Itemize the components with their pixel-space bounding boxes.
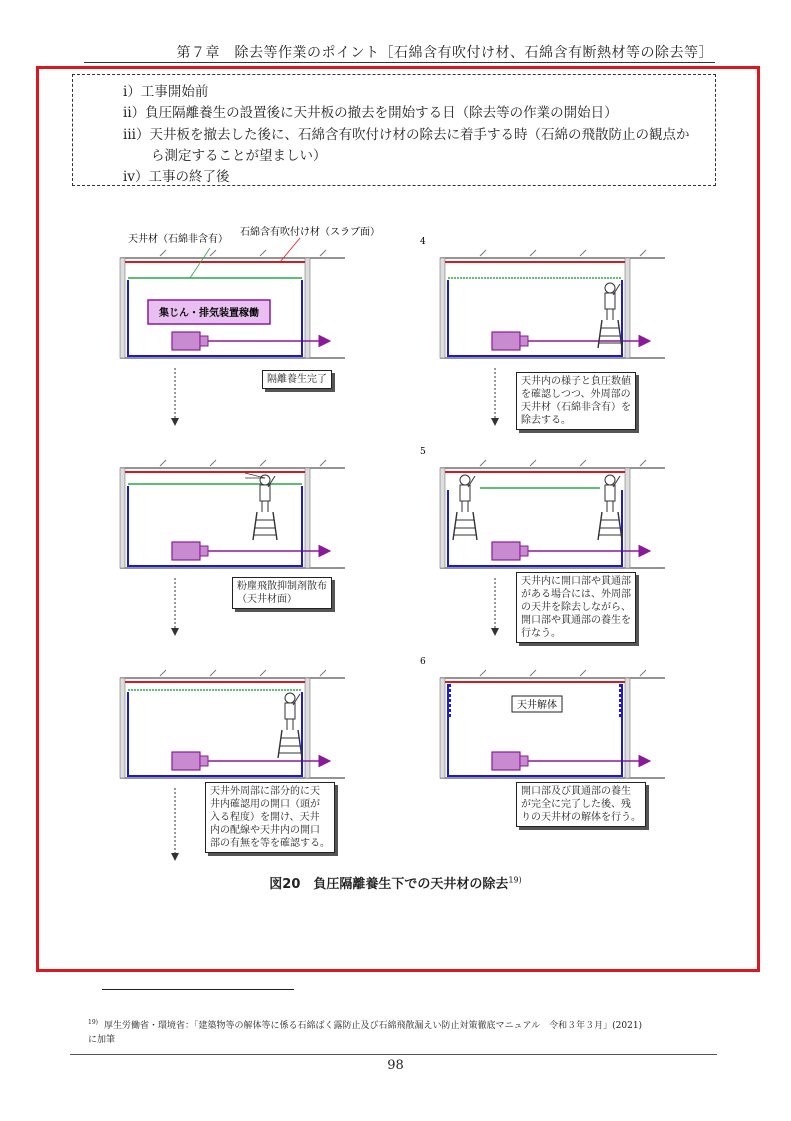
footnote-rule: [102, 989, 294, 990]
footnote-marker: 19): [88, 1019, 98, 1026]
ceiling-removal-diagram: [110, 208, 670, 868]
machine-label: 集じん・排気装置稼働: [159, 308, 259, 319]
caption-reference[interactable]: 19): [508, 875, 522, 885]
panel-number: 6: [420, 657, 426, 667]
ceiling-label: 天井材（石綿非含有）: [128, 234, 228, 245]
step-note: 天井内の様子と負圧数値 を確認しつつ、外周部の 天井材（石綿非含有）を 除去する。: [516, 372, 636, 430]
figure-caption: 図20 負圧隔離養生下での天井材の除去$^{19)}$: [269, 875, 522, 892]
header-rule: [84, 62, 715, 63]
panel-number: 5: [420, 447, 426, 457]
step-note: 天井外周部に部分的に天 井内確認用の開口（頭が 入る程度）を開け、天井 内の配線や天井内の開口 部の有無を等を確認する。: [205, 782, 335, 853]
step-item: ⅳ）工事の終了後: [123, 169, 230, 185]
measurement-steps-box: [72, 74, 716, 186]
step-item: ⅰ）工事開始前: [123, 84, 209, 100]
step-note: 隔離養生完了: [262, 370, 332, 389]
step-note: 開口部及び貫通部の養生 が完全に完了した後、残 りの天井材の解体を行う。: [516, 782, 646, 827]
page-number: 98: [387, 1058, 404, 1073]
panel-number: 4: [420, 237, 426, 247]
footnote: $^{19)}$ 厚生労働省・環境省：「建築物等の解体等に係る石綿ばく露防止及び石綿飛散漏えい防止対策徹底マニュアル 令和３年３月」(2021) に加筆: [88, 1019, 643, 1045]
chapter-header: 第７章 除去等作業のポイント［石綿含有吹付け材、石綿含有断熱材等の除去等］: [176, 45, 713, 61]
spray-label: 石綿含有吹付け材（スラブ面）: [240, 227, 380, 238]
step-item: ⅲ）天井板を撤去した後に、石綿含有吹付け材の除去に着手する時（石綿の飛散防止の観点か: [123, 127, 690, 143]
step-note: 天井内に開口部や貫通部 がある場合には、外周部 の天井を除去しながら、 開口部や貫通部の養生を 行なう。: [516, 572, 636, 643]
footer-rule: [70, 1054, 717, 1055]
step-note: 粉塵飛散抑制剤散布 （天井材面）: [232, 577, 332, 609]
step-item: ⅱ）負圧隔離養生の設置後に天井板の撤去を開始する日（除去等の作業の開始日）: [123, 105, 618, 121]
step-item-continued: ら測定することが望ましい）: [151, 148, 327, 164]
dismantle-label: 天井解体: [517, 700, 557, 711]
